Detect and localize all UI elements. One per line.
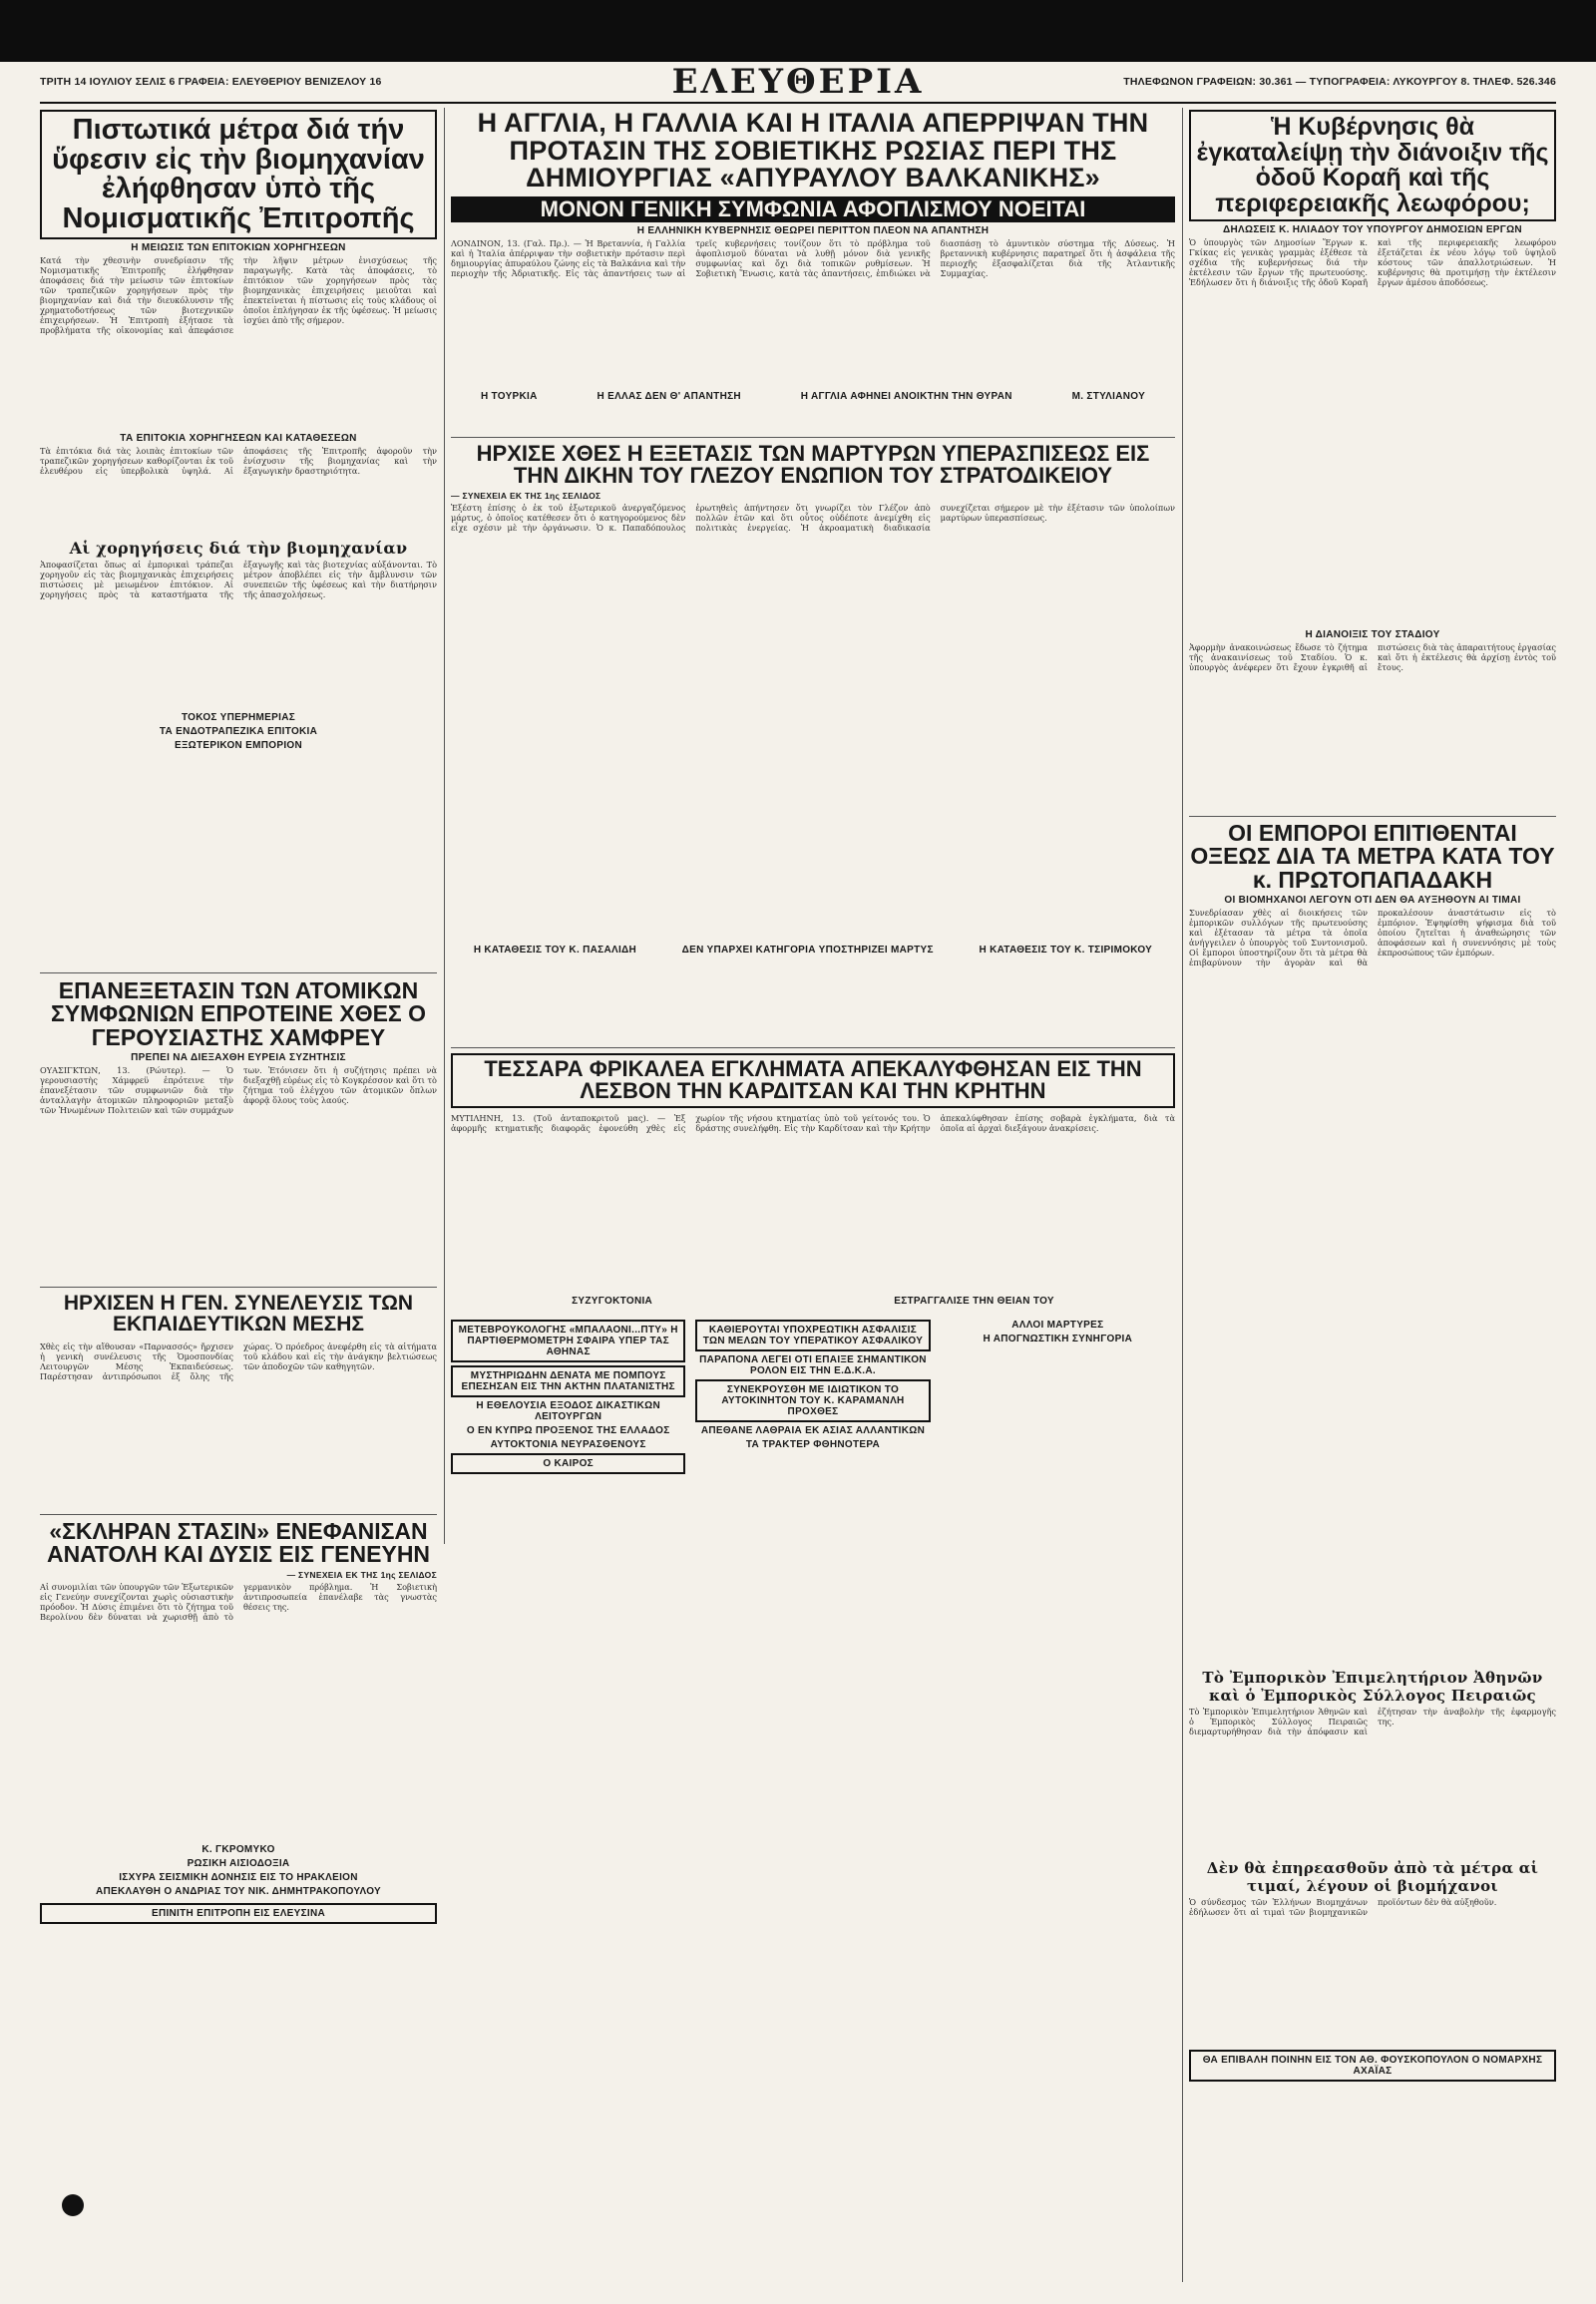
headline-teachers-assembly: ΗΡΧΙΣΕΝ Η ΓΕΝ. ΣΥΝΕΛΕΥΣΙΣ ΤΩΝ ΕΚΠΑΙΔΕΥΤΙΚΩΝ ΜΕΣΗΣ <box>63 1293 414 1337</box>
subhead-england-door-open: Η ΑΓΓΛΙΑ ΑΦΗΝΕΙ ΑΝΟΙΚΤΗΝ ΤΗΝ ΘΥΡΑΝ <box>800 391 1012 403</box>
headline-balkan-missile-zone: Η ΑΓΓΛΙΑ, Η ΓΑΛΛΙΑ ΚΑΙ Η ΙΤΑΛΙΑ ΑΠΕΡΡΙΨΑΝ ΤΗΝ ΠΡΟΤΑΣΙΝ ΤΗΣ ΣΟΒΙΕΤΙΚΗΣ ΡΩΣΙΑΣ ΠΕΡΙ ΤΗΣ ΔΗΜΙΟΥΡΓΙΑΣ «ΑΠΥΡΑΥΛΟΥ ΒΑΛΚΑΝΙΚΗΣ» <box>477 110 1149 193</box>
body-credit-2: Τὰ ἐπιτόκια διά τὰς λοιπὰς ἐπιτοκίων τῶν τραπεζικῶν χορηγήσεων καθορίζονται ἐκ τοῦ ἐλευθέρου εἰς ὑπερβολικὰ ὑψηλά. Αἱ ἀποφάσεις τῆς Ἐπιτροπῆς ἀφοροῦν τὴν ἐνίσχυσιν τῆς βιομηχανίας καὶ τὴν ἐξαγωγικὴν δραστηριότητα. <box>40 446 437 477</box>
subhead-spouse-killing: ΣΥΖΥΓΟΚΤΟΝΙΑ <box>572 1295 653 1307</box>
subhead-karamanlis-car: ΣΥΝΕΚΡΟΥΣΘΗ ΜΕ ΙΔΙΩΤΙΚΟΝ ΤΟ ΑΥΤΟΚΙΝΗΤΟΝ ΤΟΥ Κ. ΚΑΡΑΜΑΝΛΗ ΠΡΟΧΘΕΣ <box>695 1379 930 1422</box>
article-credit-measures <box>40 110 437 967</box>
body-teachers: Χθὲς εἰς τὴν αἴθουσαν «Παρνασσός» ἤρχισεν ἡ γενικὴ συνέλευσις τῆς Ὁμοσπονδίας Λειτουργῶν Μέσης Ἐκπαιδεύσεως. Παρέστησαν ἀντιπρόσωποι ἐξ ὅλης τῆς χώρας. Ὁ πρόεδρος ἀνεφέρθη εἰς τὰ αἰτήματα τοῦ κλάδου καὶ εἰς τὴν ἀνάγκην βελτιώσεως τῶν ἀποδοχῶν τῶν καθηγητῶν. <box>40 1341 437 1381</box>
deck-general-disarmament: ΜΟΝΟΝ ΓΕΝΙΚΗ ΣΥΜΦΩΝΙΑ ΑΦΟΠΛΙΣΜΟΥ ΝΟΕΙΤΑΙ <box>451 196 1175 222</box>
subhead-earthquake-heraklion: ΙΣΧΥΡΑ ΣΕΙΣΜΙΚΗ ΔΟΝΗΣΙΣ ΕΙΣ ΤΟ ΗΡΑΚΛΕΙΟΝ <box>119 1871 358 1883</box>
headline-geneva: «ΣΚΛΗΡΑΝ ΣΤΑΣΙΝ» ΕΝΕΦΑΝΙΣΑΝ ΑΝΑΤΟΛΗ ΚΑΙ ΔΥΣΙΣ ΕΙΣ ΓΕΝΕΥΗΝ <box>46 1520 431 1568</box>
subhead-judicial-retirement: Η ΕΘΕΛΟΥΣΙΑ ΕΞΟΔΟΣ ΔΙΚΑΣΤΙΚΩΝ ΛΕΙΤΟΥΡΓΩΝ <box>476 1399 660 1422</box>
article-geneva-hard-line <box>40 1520 437 2288</box>
section-rule <box>40 1514 437 1515</box>
subhead-foreign-trade: ΕΞΩΤΕΡΙΚΟΝ ΕΜΠΟΡΙΟΝ <box>174 740 303 752</box>
subhead-smuggled-sausages: ΑΠΕΘΑΝΕ ΛΑΘΡΑΙΑ ΕΚ ΑΣΙΑΣ ΑΛΛΑΝΤΙΚΩΝ <box>700 1424 926 1436</box>
column-divider <box>1182 108 1183 2282</box>
body-geneva: Αἱ συνομιλίαι τῶν ὑπουργῶν τῶν Ἐξωτερικῶν εἰς Γενεύην συνεχίζονται χωρὶς οὐσιαστικὴν πρόοδον. Ἡ Δύσις ἐπιμένει ὅτι τὸ ζήτημα τοῦ Βερολίνου δὲν δύναται νὰ χωρισθῇ ἀπὸ τὸ γερμανικὸν πρόβλημα. Ἡ Σοβιετικὴ ἀντιπροσωπεία ἐπανέλαβε τὰς γνωστὰς θέσεις της. <box>40 1581 437 1622</box>
subhead-minister-statements: ΔΗΛΩΣΕΙΣ Κ. ΗΛΙΑΔΟΥ ΤΟΥ ΥΠΟΥΡΓΟΥ ΔΗΜΟΣΙΩΝ ΕΡΓΩΝ <box>1223 224 1522 235</box>
continuation-note: — ΣΥΝΕΧΕΙΑ ΕΚ ΤΗΣ 1ης ΣΕΛΙΔΟΣ <box>286 1569 437 1580</box>
subhead-meteorological-balloon: ΜΕΤΕΒΡΟΥΚΟΛΟΓΗΣ «ΜΠΑΛΑΟΝΙ...ΠΤΥ» Η ΠΑΡΤΙΘΕΡΜΟΜΕΤΡΗ ΣΦΑΙΡΑ ΥΠΕΡ ΤΑΣ ΑΘΗΝΑΣ <box>451 1320 685 1362</box>
section-rule <box>1189 816 1556 817</box>
headline-four-crimes: ΤΕΣΣΑΡΑ ΦΡΙΚΑΛΕΑ ΕΓΚΛΗΜΑΤΑ ΑΠΕΚΑΛΥΦΘΗΣΑΝ ΕΙΣ ΤΗΝ ΛΕΣΒΟΝ ΤΗΝ ΚΑΡΔΙΤΣΑΝ ΚΑΙ ΤΗΝ ΚΡΗΤΗΝ <box>451 1053 1175 1108</box>
subhead-broad-discussion: ΠΡΕΠΕΙ ΝΑ ΔΙΕΞΑΧΘΗ ΕΥΡΕΙΑ ΣΥΖΗΤΗΣΙΣ <box>131 1052 346 1064</box>
subhead-edka-role: ΠΑΡΑΠΟΝΑ ΛΕΓΕΙ ΟΤΙ ΕΠΑΙΞΕ ΣΗΜΑΝΤΙΚΟΝ ΡΟΛΟΝ ΕΙΣ ΤΗΝ Ε.Δ.Κ.Α. <box>699 1353 927 1376</box>
body-korai-1: Ὁ ὑπουργὸς τῶν Δημοσίων Ἔργων κ. Γκίκας εἰς γενικὰς γραμμὰς ἐξέθεσε τὰ σχέδια τῆς κυβερνήσεως διά τὴν ἐκτέλεσιν τῶν ἔργων τῆς πρωτευούσης. Ἐδήλωσεν ὅτι ἡ διάνοιξις τῆς ὁδοῦ Κοραῆ καὶ τῆς περιφερειακῆς λεωφόρου ἐξετάζεται ἐκ νέου λόγῳ τοῦ ὑψηλοῦ κόστους τῶν ἀπαλλοτριώσεων. Ἡ κυβέρνησις θὰ προτιμήσῃ τὴν ἐκτέλεσιν ἔργων ἀμέσου ἀποδόσεως. <box>1189 237 1556 287</box>
article-four-crimes <box>451 1053 1175 2285</box>
section-rule <box>451 437 1175 438</box>
ink-blot <box>62 2194 84 2216</box>
subhead-eleusis-committee: ΕΠΙΝΙΤΗ ΕΠΙΤΡΟΠΗ ΕΙΣ ΕΛΕΥΣΙΝΑ <box>40 1903 437 1924</box>
subhead-defense-plea: Η ΑΠΟΓΝΩΣΤΙΚΗ ΣΥΝΗΓΟΡΙΑ <box>983 1333 1133 1344</box>
subhead-pasalidis-testimony: Η ΚΑΤΑΘΕΣΙΣ ΤΟΥ Κ. ΠΑΣΑΛΙΔΗ <box>473 944 637 956</box>
headline-credit-measures: Πιστωτικά μέτρα διά τήν ὕφεσιν εἰς τὴν βιομηχανίαν ἐλήφθησαν ὑπὸ τῆς Νομισματικῆς Ἐπιτροπῆς <box>40 110 437 239</box>
subhead-suicide: ΑΥΤΟΚΤΟΝΙΑ ΝΕΥΡΑΣΘΕΝΟΥΣ <box>490 1438 646 1450</box>
subhead-mysterious-parcels: ΜΥΣΤΗΡΙΩΔΗΝ ΔΕΝΑΤΑ ΜΕ ΠΟΜΠΟΥΣ ΕΠΕΣΗΣΑΝ ΕΙΣ ΤΗΝ ΑΚΤΗΝ ΠΛΑΤΑΝΙΣΤΗΣ <box>451 1365 685 1397</box>
subhead-statue-unveiled: ΑΠΕΚΛΑΥΘΗ Ο ΑΝΔΡΙΑΣ ΤΟΥ ΝΙΚ. ΔΗΜΗΤΡΑΚΟΠΟΥΛΟΥ <box>96 1885 381 1897</box>
subhead-greece-no-reply: Η ΕΛΛΑΣ ΔΕΝ Θ' ΑΠΑΝΤΗΣΗ <box>597 391 741 403</box>
masthead-date-address: ΤΡΙΤΗ 14 ΙΟΥΛΙΟΥ ΣΕΛΙΣ 6 ΓΡΑΦΕΙΑ: ΕΛΕΥΘΕΡΙΟΥ ΒΕΝΙΖΕΛΟΥ 16 <box>40 76 382 88</box>
subhead-lending-deposit-rates: ΤΑ ΕΠΙΤΟΚΙΑ ΧΟΡΗΓΗΣΕΩΝ ΚΑΙ ΚΑΤΑΘΕΣΕΩΝ <box>120 433 357 445</box>
body-merchants-3: Ὁ σύνδεσμος τῶν Ἑλλήνων Βιομηχάνων ἐδήλωσεν ὅτι αἱ τιμαὶ τῶν βιομηχανικῶν προϊόντων δὲν θὰ αὐξηθοῦν. <box>1189 1897 1497 1918</box>
section-rule <box>451 1047 1175 1048</box>
article-merchants-measures <box>1189 822 1556 2284</box>
subhead-other-witnesses: ΑΛΛΟΙ ΜΑΡΤΥΡΕΣ <box>1011 1319 1104 1331</box>
newspaper-title: ΕΛΕΥΘΕΡΙΑ <box>671 62 925 102</box>
headline-korai-street: Ἡ Κυβέρνησις θὰ ἐγκαταλείψῃ τὴν διάνοιξιν τῆς ὁδοῦ Κοραῆ καὶ τῆς περιφερειακῆς λεωφόρου; <box>1189 110 1556 221</box>
subhead-industry-loans: Αἱ χορηγήσεις διά τὴν βιομηχανίαν <box>69 539 408 559</box>
article-teachers-assembly <box>40 1293 437 1507</box>
article-glezos-trial <box>451 443 1175 1041</box>
column-divider <box>444 108 445 1544</box>
subhead-stadium: Η ΔΙΑΝΟΙΞΙΣ ΤΟΥ ΣΤΑΔΙΟΥ <box>1305 629 1440 640</box>
article-balkan-missile-zone <box>451 110 1175 429</box>
continuation-note: — ΣΥΝΕΧΕΙΑ ΕΚ ΤΗΣ 1ης ΣΕΛΙΔΟΣ <box>451 490 601 501</box>
author-geneva: Κ. ΓΚΡΟΜΥΚΟ <box>201 1843 275 1855</box>
scan-dark-border <box>0 0 1596 62</box>
author-balkan: Μ. ΣΤΥΛΙΑΝΟΥ <box>1071 391 1146 403</box>
subhead-consul-cyprus: Ο ΕΝ ΚΥΠΡΩ ΠΡΟΞΕΝΟΣ ΤΗΣ ΕΛΛΑΔΟΣ <box>466 1424 670 1436</box>
article-atomic-agreements <box>40 979 437 1279</box>
subhead-cheaper-tractors: ΤΑ ΤΡΑΚΤΕΡ ΦΘΗΝΟΤΕΡΑ <box>745 1438 881 1450</box>
subhead-tsirimokos-testimony: Η ΚΑΤΑΘΕΣΙΣ ΤΟΥ Κ. ΤΣΙΡΙΜΟΚΟΥ <box>979 944 1153 956</box>
article-korai-street <box>1189 110 1556 808</box>
body-merchants-1: Συνεδρίασαν χθὲς αἱ διοικήσεις τῶν ἐμπορικῶν συλλόγων τῆς πρωτευούσης καὶ ἐξέτασαν τὰ μέτρα τὰ ὁποῖα ἀνήγγειλεν ὁ ὑπουργὸς τοῦ Συντονισμοῦ. Οἱ ἔμποροι ὑποστηρίζουν ὅτι τὰ μέτρα θὰ ἐπιβαρύνουν τὴν ἀγορὰν καὶ θὰ προκαλέσουν ἀναστάτωσιν εἰς τὸ ἐμπόριον. Ἐψηφίσθη ψήφισμα διὰ τοῦ ὁποίου ζητεῖται ἡ ἀναθεώρησις τῶν ἀποφάσεων καὶ ἡ συνεννόησις μὲ τοὺς ἐκπροσώπους τῶν ἐμπόρων. <box>1189 908 1556 968</box>
body-trial: Ἐξέστη ἐπίσης ὁ ἐκ τοῦ ἐξωτερικοῦ ἀνεργαζόμενος μάρτυς, ὁ ὁποῖος κατέθεσεν ὅτι ὁ κατηγορούμενος δὲν εἶχε σχέσιν μὲ τὴν ὀργάνωσιν. Ὁ κ. Παπαδόπουλος ἐρωτηθεὶς ἀπήντησεν ὅτι γνωρίζει τὸν Γλέζον ἀπὸ πολλῶν ἐτῶν καὶ ὅτι οὗτος οὐδέποτε ἀνεμίχθη εἰς πολιτικὰς ἐνεργείας. Ἡ ἀκροαματικὴ διαδικασία συνεχίζεται σήμερον μὲ τὴν ἐξέτασιν τῶν ὑπολοίπων μαρτύρων ὑπερασπίσεως. <box>451 502 1175 533</box>
body-balkan: ΛΟΝΔΙΝΟΝ, 13. (Γαλ. Πρ.). — Ἡ Βρεταννία, ἡ Γαλλία καὶ ἡ Ἰταλία ἀπέρριψαν τὴν σοβιετικὴν πρότασιν περὶ δημιουργίας ἀπυραύλου ζώνης εἰς τὰ Βαλκάνια καὶ τὴν περιοχὴν τῆς Ἀδριατικῆς. Εἰς τὰς ἀπαντήσεις των αἱ τρεῖς κυβερνήσεις τονίζουν ὅτι τὸ πρόβλημα τοῦ ἀφοπλισμοῦ δύναται νὰ λυθῇ μόνον διὰ γενικῆς συμφωνίας καὶ ὄχι διὰ τοπικῶν ρυθμίσεων. Ἡ Σοβιετικὴ Ἕνωσις, κατὰ τὰς ἀπαντήσεις, ἐπιδιώκει νὰ διασπάσῃ τὸ ἀμυντικὸν σύστημα τῆς Δύσεως. Ἡ βρεταννικὴ κυβέρνησις παρατηρεῖ ὅτι ἡ ἀσφάλεια τῆς περιοχῆς ἐξασφαλίζεται διὰ τῆς Ἀτλαντικῆς Συμμαχίας. <box>451 238 1175 279</box>
headline-merchants: ΟΙ ΕΜΠΟΡΟΙ ΕΠΙΤΙΘΕΝΤΑΙ ΟΞΕΩΣ ΔΙΑ ΤΑ ΜΕΤΡΑ ΚΑΤΑ ΤΟΥ κ. ΠΡΩΤΟΠΑΠΑΔΑΚΗ <box>1190 822 1555 893</box>
subhead-greek-government: Η ΕΛΛΗΝΙΚΗ ΚΥΒΕΡΝΗΣΙΣ ΘΕΩΡΕΙ ΠΕΡΙΤΤΟΝ ΠΛΕΟΝ ΝΑ ΑΠΑΝΤΗΣΗ <box>636 225 990 237</box>
subhead-strangled-aunt: ΕΣΤΡΑΓΓΑΛΙΣΕ ΤΗΝ ΘΕΙΑΝ ΤΟΥ <box>894 1295 1054 1307</box>
subhead-no-charge: ΔΕΝ ΥΠΑΡΧΕΙ ΚΑΤΗΓΟΡΙΑ ΥΠΟΣΤΗΡΙΖΕΙ ΜΑΡΤΥΣ <box>681 944 934 956</box>
subhead-penalty-fouskopoulos: ΘΑ ΕΠΙΒΑΛΗ ΠΟΙΝΗΝ ΕΙΣ ΤΟΝ ΑΘ. ΦΟΥΣΚΟΠΟΥΛΟΝ Ο ΝΟΜΑΡΧΗΣ ΑΧΑΪΑΣ <box>1189 2050 1556 2082</box>
body-credit-1: Κατά τὴν χθεσινὴν συνεδρίασιν τῆς Νομισματικῆς Ἐπιτροπῆς ἐλήφθησαν ἀποφάσεις διά τὴν μείωσιν τῶν ἐπιτοκίων τῶν τραπεζικῶν χορηγήσεων πρὸς τὴν βιομηχανίαν καὶ διά τὴν διευκόλυνσιν τῆς χρηματοδοτήσεως τῶν βιοτεχνικῶν ἐπιχειρήσεων. Ἡ Ἐπιτροπὴ ἐξήτασε τὰ προβλήματα τῆς οἰκονομίας καὶ ἀπεφάσισε τὴν λῆψιν μέτρων ἐνισχύσεως τῆς παραγωγῆς. Κατὰ τὰς ἀποφάσεις, τὸ ἐπιτόκιον τῶν χορηγήσεων πρὸς τὰς βιομηχανικὰς ἐπιχειρήσεις μειοῦται καὶ ἐπεκτείνεται ἡ πίστωσις εἰς τοὺς κλάδους οἱ ὁποῖοι ἐπλήγησαν ἐκ τῆς ὑφέσεως. Ἡ μείωσις ἰσχύει ἀπὸ τῆς σήμερον. <box>40 255 437 336</box>
subhead-weather: Ο ΚΑΙΡΟΣ <box>451 1453 685 1474</box>
body-crimes: ΜΥΤΙΛΗΝΗ, 13. (Τοῦ ἀνταποκριτοῦ μας). — Ἐξ ἀφορμῆς κτηματικῆς διαφορᾶς ἐφονεύθη χθὲς εἰς χωρίον τῆς νήσου κτηματίας ὑπὸ τοῦ γείτονός του. Ὁ δράστης συνελήφθη. Εἰς τὴν Καρδίτσαν καὶ τὴν Κρήτην ἀπεκαλύφθησαν ἐπίσης σοβαρὰ ἐγκλήματα, διὰ τὰ ὁποῖα αἱ ἀρχαὶ διεξάγουν ἀνακρίσεις. <box>451 1112 1175 1133</box>
subhead-compulsory-insurance: ΚΑΘΙΕΡΟΥΤΑΙ ΥΠΟΧΡΕΩΤΙΚΗ ΑΣΦΑΛΙΣΙΣ ΤΩΝ ΜΕΛΩΝ ΤΟΥ ΥΠΕΡΑΤΙΚΟΥ ΑΣΦΑΛΙΚΟΥ <box>695 1320 930 1351</box>
subhead-turkey: Η ΤΟΥΡΚΙΑ <box>480 391 538 403</box>
subhead-industrialists-prices: ΟΙ ΒΙΟΜΗΧΑΝΟΙ ΛΕΓΟΥΝ ΟΤΙ ΔΕΝ ΘΑ ΑΥΞΗΘΟΥΝ ΑΙ ΤΙΜΑΙ <box>1224 895 1521 907</box>
masthead <box>40 64 1556 102</box>
body-korai-2: Ἀφορμὴν ἀνακοινώσεως ἔδωσε τὸ ζήτημα τῆς ἀνακαινίσεως τοῦ Σταδίου. Ὁ κ. ὑπουργὸς ἀνέφερεν ὅτι ἔχουν ἐγκριθῆ αἱ πιστώσεις διὰ τὰς ἀπαραιτήτους ἐργασίας καὶ ὅτι ἡ ἐκτέλεσις θὰ ἀρχίσῃ ἐντὸς τοῦ ἔτους. <box>1189 642 1556 672</box>
masthead-phones: ΤΗΛΕΦΩΝΟΝ ΓΡΑΦΕΙΩΝ: 30.361 — ΤΥΠΟΓΡΑΦΕΙΑ: ΛΥΚΟΥΡΓΟΥ 8. ΤΗΛΕΦ. 526.346 <box>1123 76 1556 88</box>
section-rule <box>40 972 437 973</box>
headline-glezos-trial: ΗΡΧΙΣΕ ΧΘΕΣ Η ΕΞΕΤΑΣΙΣ ΤΩΝ ΜΑΡΤΥΡΩΝ ΥΠΕΡΑΣΠΙΣΕΩΣ ΕΙΣ ΤΗΝ ΔΙΚΗΝ ΤΟΥ ΓΛΕΖΟΥ ΕΝΩΠΙΟΝ ΤΟΥ ΣΤΡΑΤΟΔΙΚΕΙΟΥ <box>476 443 1150 489</box>
body-atomic: ΟΥΑΣΙΓΚΤΩΝ, 13. (Ρώυτερ). — Ὁ γερουσιαστὴς Χάμφρεϋ ἐπρότεινε τὴν ἐπανεξέτασιν τῶν συμφωνιῶν διὰ τὴν ἀνταλλαγὴν ἀτομικῶν πληροφοριῶν μεταξὺ τῶν Ἡνωμένων Πολιτειῶν καὶ τῶν συμμάχων των. Ἐτόνισεν ὅτι ἡ συζήτησις πρέπει νὰ διεξαχθῇ εὐρέως εἰς τὸ Κογκρέσσον καὶ ὅτι τὸ ζήτημα τοῦ ἐλέγχου τῶν ἀτομικῶν ὅπλων ἀφορᾷ ὅλους τοὺς λαούς. <box>40 1065 437 1116</box>
section-rule <box>40 1287 437 1288</box>
subhead-russian-optimism: ΡΩΣΙΚΗ ΑΙΣΙΟΔΟΞΙΑ <box>187 1857 290 1869</box>
subhead-interbank-rates: ΤΑ ΕΝΔΟΤΡΑΠΕΖΙΚΑ ΕΠΙΤΟΚΙΑ <box>159 726 318 738</box>
subhead-chamber-commerce: Τὸ Ἐμπορικὸν Ἐπιμελητήριον Ἀθηνῶν καὶ ὁ Ἐμπορικὸς Σύλλογος Πειραιῶς <box>1202 1669 1543 1706</box>
subhead-interest-reduction: Η ΜΕΙΩΣΙΣ ΤΩΝ ΕΠΙΤΟΚΙΩΝ ΧΟΡΗΓΗΣΕΩΝ <box>131 242 346 254</box>
masthead-rule <box>40 102 1556 104</box>
subhead-default-interest: ΤΟΚΟΣ ΥΠΕΡΗΜΕΡΙΑΣ <box>181 712 296 724</box>
body-merchants-2: Τὸ Ἐμπορικὸν Ἐπιμελητήριον Ἀθηνῶν καὶ ὁ Ἐμπορικὸς Σύλλογος Πειραιῶς διεμαρτυρήθησαν διὰ τὴν ἀπόφασιν καὶ ἐζήτησαν τὴν ἀναβολὴν τῆς ἐφαρμογῆς της. <box>1189 1707 1556 1737</box>
body-credit-3: Ἀποφασίζεται ὅπως αἱ ἐμπορικαὶ τράπεζαι χορηγοῦν εἰς τὰς βιομηχανικὰς ἐπιχειρήσεις πιστώσεις μὲ μειωμένον ἐπιτόκιον. Αἱ χορηγήσεις πρὸς τὰ καταστήματα τῆς ἐξαγωγῆς καὶ τὰς βιοτεχνίας αὐξάνονται. Τὸ μέτρον ἀποβλέπει εἰς τὴν ἄμβλυνσιν τῶν συνεπειῶν τῆς ὑφέσεως καὶ τὴν διατήρησιν τῆς ἀπασχολήσεως. <box>40 560 437 600</box>
headline-atomic-agreements: ΕΠΑΝΕΞΕΤΑΣΙΝ ΤΩΝ ΑΤΟΜΙΚΩΝ ΣΥΜΦΩΝΙΩΝ ΕΠΡΟΤΕΙΝΕ ΧΘΕΣ Ο ΓΕΡΟΥΣΙΑΣΤΗΣ ΧΑΜΦΡΕΥ <box>50 979 427 1050</box>
subhead-prices-unaffected: Δὲν θὰ ἐπηρεασθοῦν ἀπὸ τὰ μέτρα αἱ τιμαί, λέγουν οἱ βιομήχανοι <box>1206 1859 1539 1896</box>
